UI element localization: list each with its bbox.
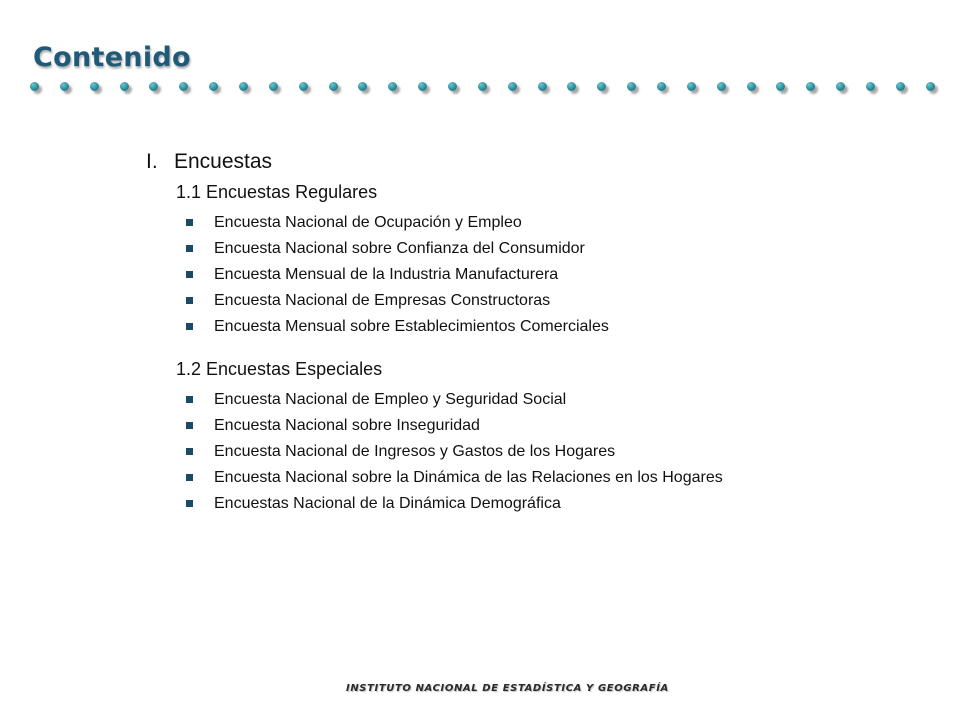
bullet-square-icon (186, 323, 193, 330)
divider-dot (358, 82, 367, 91)
survey-list-especiales (186, 387, 826, 516)
bullet-square-icon (186, 448, 193, 455)
list-item-label: Encuesta Nacional sobre Inseguridad (214, 417, 480, 434)
divider-dot (269, 82, 278, 91)
divider-dot (806, 82, 815, 91)
list-item (186, 491, 814, 516)
divider-dot (478, 82, 487, 91)
content-outline (146, 146, 826, 517)
divider-dot (687, 82, 696, 91)
subsection-heading-regulares: 1.1 Encuestas Regulares (176, 182, 378, 202)
divider-dot (627, 82, 636, 91)
divider-dot (866, 82, 875, 91)
divider-dot (388, 82, 397, 91)
section-heading (146, 146, 826, 178)
list-item-label: Encuesta Mensual sobre Establecimientos Comerciales (214, 318, 609, 335)
divider-dot (717, 82, 726, 91)
bullet-square-icon (186, 396, 193, 403)
footer-institution: INSTITUTO NACIONAL DE ESTADÍSTICA Y GEOGRAFÍA (346, 683, 669, 694)
subsection-heading-especiales: 1.2 Encuestas Especiales (176, 359, 383, 379)
divider-dot (896, 82, 905, 91)
divider-dot (299, 82, 308, 91)
list-item (186, 465, 814, 490)
divider-dot (776, 82, 785, 91)
bullet-square-icon (186, 245, 193, 252)
dotted-divider (30, 78, 935, 94)
divider-dot (149, 82, 158, 91)
bullet-square-icon (186, 422, 193, 429)
section-label: Encuestas (174, 150, 273, 173)
bullet-square-icon (186, 219, 193, 226)
bullet-square-icon (186, 500, 193, 507)
divider-dot (60, 82, 69, 91)
divider-dot (179, 82, 188, 91)
divider-dot (329, 82, 338, 91)
list-item-label: Encuesta Nacional de Empresas Constructoras (214, 292, 551, 309)
list-item-label: Encuesta Nacional de Ocupación y Empleo (214, 214, 522, 231)
bullet-square-icon (186, 474, 193, 481)
list-item-label: Encuesta Mensual de la Industria Manufacturera (214, 266, 559, 283)
list-item (186, 288, 814, 313)
bullet-square-icon (186, 297, 193, 304)
list-item-label: Encuesta Nacional de Empleo y Seguridad Social (214, 391, 567, 408)
list-item (186, 210, 814, 235)
list-item (186, 314, 814, 339)
bullet-square-icon (186, 271, 193, 278)
section-number: I. (146, 150, 158, 173)
divider-dot (926, 82, 935, 91)
list-item (186, 262, 814, 287)
slide-title: Contenido (33, 42, 191, 73)
list-item (186, 439, 814, 464)
list-item-label: Encuesta Nacional sobre la Dinámica de las Relaciones en los Hogares (214, 469, 723, 486)
survey-list-regulares (186, 210, 826, 339)
list-item (186, 413, 814, 438)
divider-dot (508, 82, 517, 91)
list-item-label: Encuesta Nacional sobre Confianza del Consumidor (214, 240, 585, 257)
list-item (186, 387, 814, 412)
divider-dot (538, 82, 547, 91)
divider-dot (120, 82, 129, 91)
divider-dot (90, 82, 99, 91)
list-item (186, 236, 814, 261)
divider-dot (567, 82, 576, 91)
divider-dot (747, 82, 756, 91)
list-item-label: Encuesta Nacional de Ingresos y Gastos de los Hogares (214, 443, 616, 460)
divider-dot (597, 82, 606, 91)
divider-dot (836, 82, 845, 91)
divider-dot (448, 82, 457, 91)
divider-dot (239, 82, 248, 91)
divider-dot (30, 82, 39, 91)
divider-dot (418, 82, 427, 91)
divider-dot (657, 82, 666, 91)
list-item-label: Encuestas Nacional de la Dinámica Demográfica (214, 495, 561, 512)
divider-dot (209, 82, 218, 91)
